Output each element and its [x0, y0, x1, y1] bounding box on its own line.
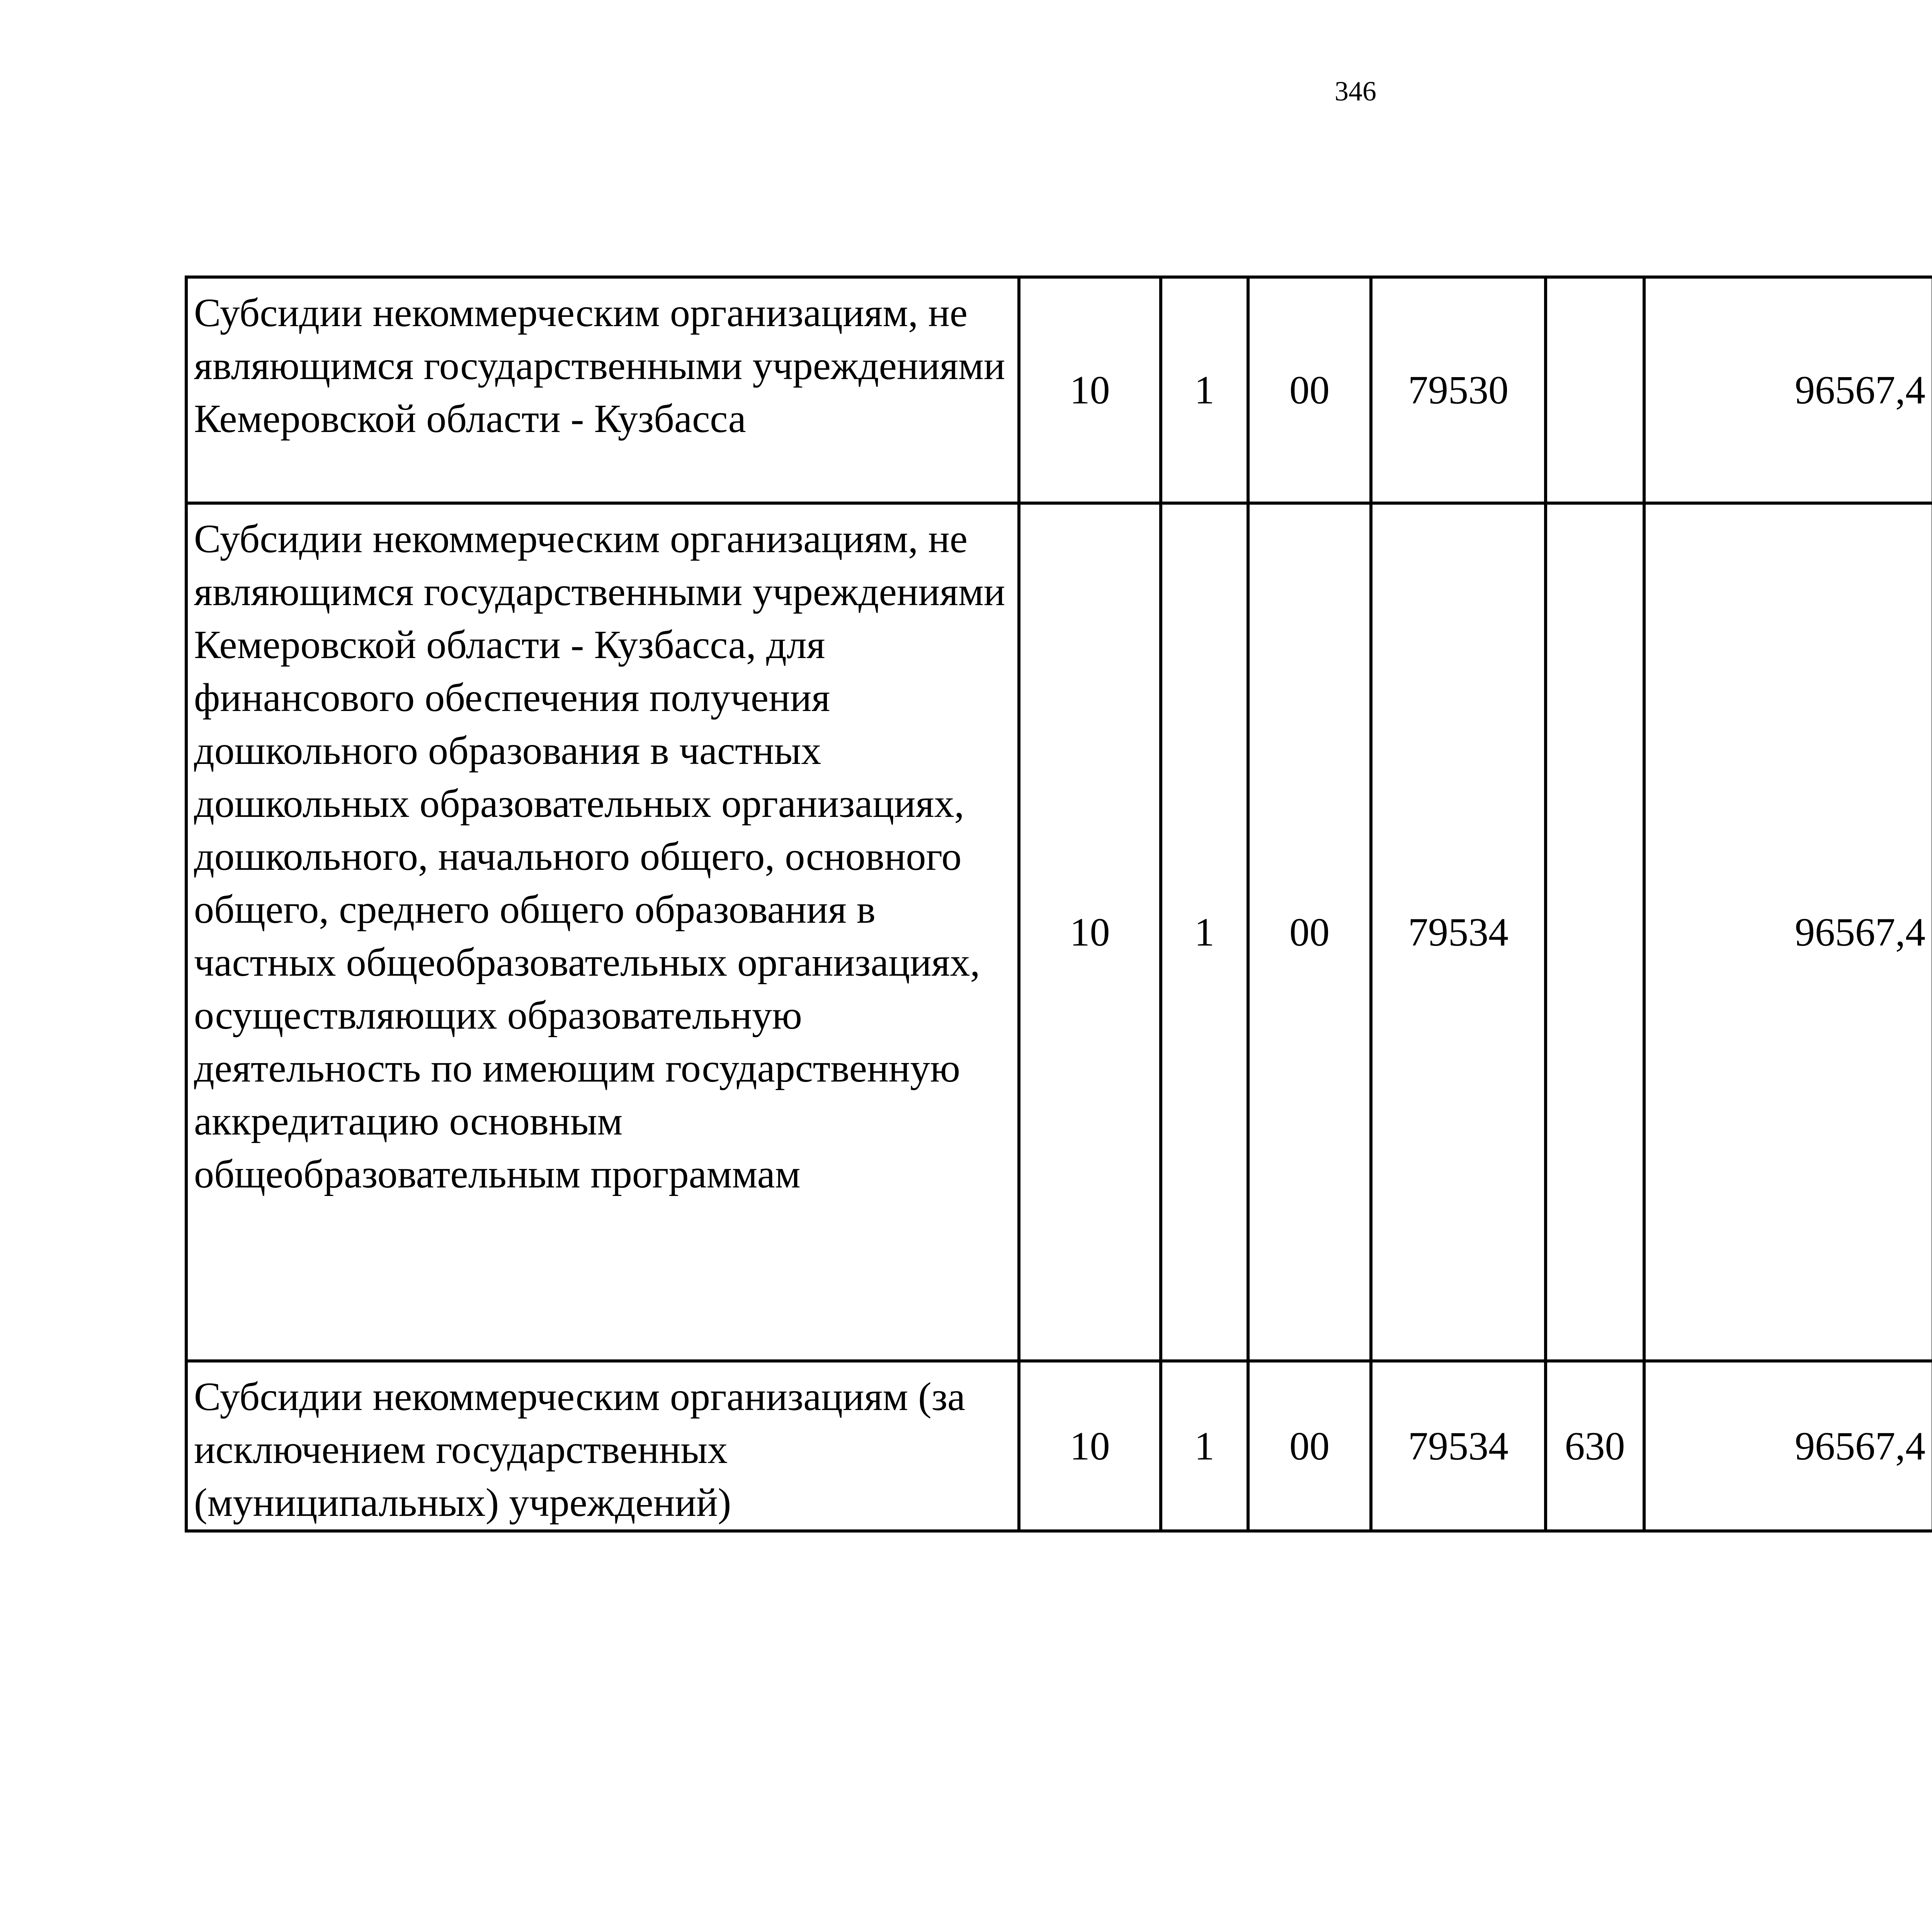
expense-type-code: 630 — [1546, 1361, 1644, 1531]
target-code: 79534 — [1371, 503, 1546, 1361]
section-code: 10 — [1019, 1361, 1161, 1531]
amount-year-1: 96567,4 — [1644, 503, 1932, 1361]
direction-code: 00 — [1248, 1361, 1371, 1531]
row-description: Субсидии некоммерческим организациям, не являющимся государственными учреждениями Кемеровской области - Кузбасса — [186, 277, 1019, 503]
table-row — [186, 277, 1932, 503]
target-code: 79534 — [1371, 1361, 1546, 1531]
expense-type-code — [1546, 503, 1644, 1361]
budget-table — [185, 276, 1932, 1533]
section-code: 10 — [1019, 503, 1161, 1361]
page-number: 346 — [1335, 76, 1376, 107]
subprogram-code: 1 — [1161, 1361, 1248, 1531]
amount-year-1: 96567,4 — [1644, 1361, 1932, 1531]
target-code: 79530 — [1371, 277, 1546, 503]
table-row — [186, 1361, 1932, 1531]
subprogram-code: 1 — [1161, 503, 1248, 1361]
row-description: Субсидии некоммерческим организациям, не являющимся государственными учреждениями Кемеровской области - Кузбасса, для финансового обеспечения получения дошкольного образования в частных дошкольных образовательных организациях, дошкольного, начального общего, основного общего, среднего общего образования в частных общеобразовательных организациях, осуществляющих образовательную деятельность по имеющим государственную аккредитацию основным общеобразовательным программам — [186, 503, 1019, 1361]
direction-code: 00 — [1248, 277, 1371, 503]
direction-code: 00 — [1248, 503, 1371, 1361]
row-description: Субсидии некоммерческим организациям (за исключением государственных (муниципальных) учреждений) — [186, 1361, 1019, 1531]
subprogram-code: 1 — [1161, 277, 1248, 503]
section-code: 10 — [1019, 277, 1161, 503]
expense-type-code — [1546, 277, 1644, 503]
table-row — [186, 503, 1932, 1361]
amount-year-1: 96567,4 — [1644, 277, 1932, 503]
